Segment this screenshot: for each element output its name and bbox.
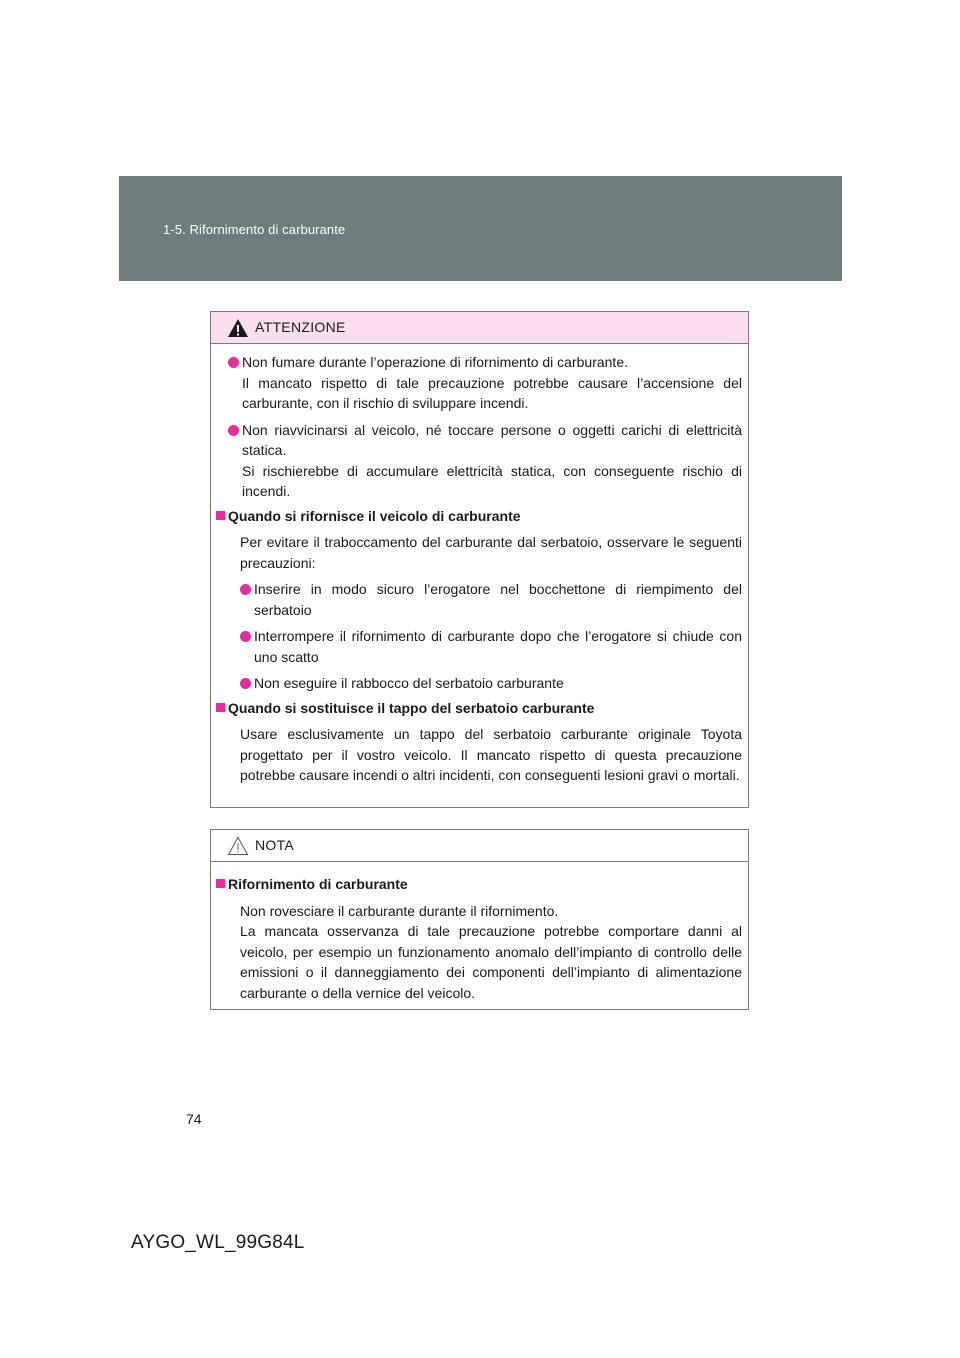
bullet-dot-icon bbox=[240, 631, 251, 642]
list-item-text: Il mancato rispetto di tale precauzione potrebbe causare l’accensione del carburante, con il rischio di sviluppare incendi. bbox=[242, 374, 742, 411]
section-paragraph: Usare esclusivamente un tappo del serbatoio carburante originale Toyota progettato per il vostro veicolo. Il mancato rispetto di questa precauzione potrebbe causare incendi o altri incidenti, con conseguenti lesioni gravi o mortali. bbox=[240, 726, 742, 783]
section-heading-text: Quando si rifornisce il veicolo di carburante bbox=[228, 507, 521, 524]
section-heading-text: Rifornimento di carburante bbox=[228, 876, 408, 892]
paragraph-line: La mancata osservanza di tale precauzione potrebbe comportare danni al veicolo, per esempio un funzionamento anomalo dell’impianto di controllo delle emissioni o il danneggiamento dei componenti dell’impianto di alimentazione carburante o della vernice del veicolo. bbox=[240, 923, 742, 1001]
section-heading bbox=[216, 506, 742, 527]
list-item bbox=[240, 579, 742, 620]
sub-list bbox=[228, 579, 742, 694]
paragraph-line: Non rovesciare il carburante durante il rifornimento. bbox=[240, 902, 559, 919]
list-item-text: Non riavvicinarsi al veicolo, né toccare persone o oggetti carichi di elettricità statica. bbox=[242, 421, 742, 458]
list-item-text: Interrompere il rifornimento di carburante dopo che l’erogatore si chiude con uno scatto bbox=[254, 628, 742, 665]
list-item bbox=[240, 626, 742, 667]
list-item-text: Non eseguire il rabbocco del serbatoio carburante bbox=[254, 675, 564, 691]
notice-body bbox=[211, 862, 748, 1003]
list-item-text: Inserire in modo sicuro l’erogatore nel bocchettone di riempimento del serbatoio bbox=[254, 581, 742, 618]
warning-title: ATTENZIONE bbox=[255, 319, 346, 335]
section-heading bbox=[216, 874, 742, 895]
list-item bbox=[240, 673, 742, 694]
heading-square-icon bbox=[216, 879, 225, 888]
page-number: 74 bbox=[186, 1111, 202, 1127]
section-heading-text: Quando si sostituisce il tappo del serbatoio carburante bbox=[228, 699, 595, 716]
list-item-text: Non fumare durante l’operazione di rifornimento di carburante. bbox=[242, 354, 628, 370]
bullet-dot-icon bbox=[228, 357, 239, 368]
notice-title: NOTA bbox=[255, 837, 295, 853]
document-code: AYGO_WL_99G84L bbox=[131, 1232, 305, 1253]
section-header-band bbox=[119, 176, 842, 281]
caution-triangle-icon bbox=[227, 836, 249, 856]
bullet-dot-icon bbox=[228, 425, 239, 436]
warning-box bbox=[210, 311, 749, 808]
section-title: 1-5. Rifornimento di carburante bbox=[163, 222, 346, 237]
list-item bbox=[228, 352, 742, 414]
notice-box bbox=[210, 829, 749, 1010]
notice-box-header bbox=[211, 830, 748, 862]
warning-body bbox=[211, 344, 748, 786]
heading-square-icon bbox=[216, 703, 225, 712]
list-item-text: Si rischierebbe di accumulare elettricità statica, con conseguente rischio di incendi. bbox=[242, 462, 742, 499]
section-paragraph: Per evitare il traboccamento del carburante dal serbatoio, osservare le seguenti precauzioni: bbox=[240, 534, 742, 571]
bullet-dot-icon bbox=[240, 584, 251, 595]
heading-square-icon bbox=[216, 511, 225, 520]
warning-triangle-icon bbox=[227, 318, 249, 338]
section-heading bbox=[216, 698, 742, 719]
bullet-dot-icon bbox=[240, 678, 251, 689]
list-item bbox=[228, 420, 742, 502]
warning-box-header bbox=[211, 312, 748, 344]
section-paragraph bbox=[228, 901, 742, 1004]
